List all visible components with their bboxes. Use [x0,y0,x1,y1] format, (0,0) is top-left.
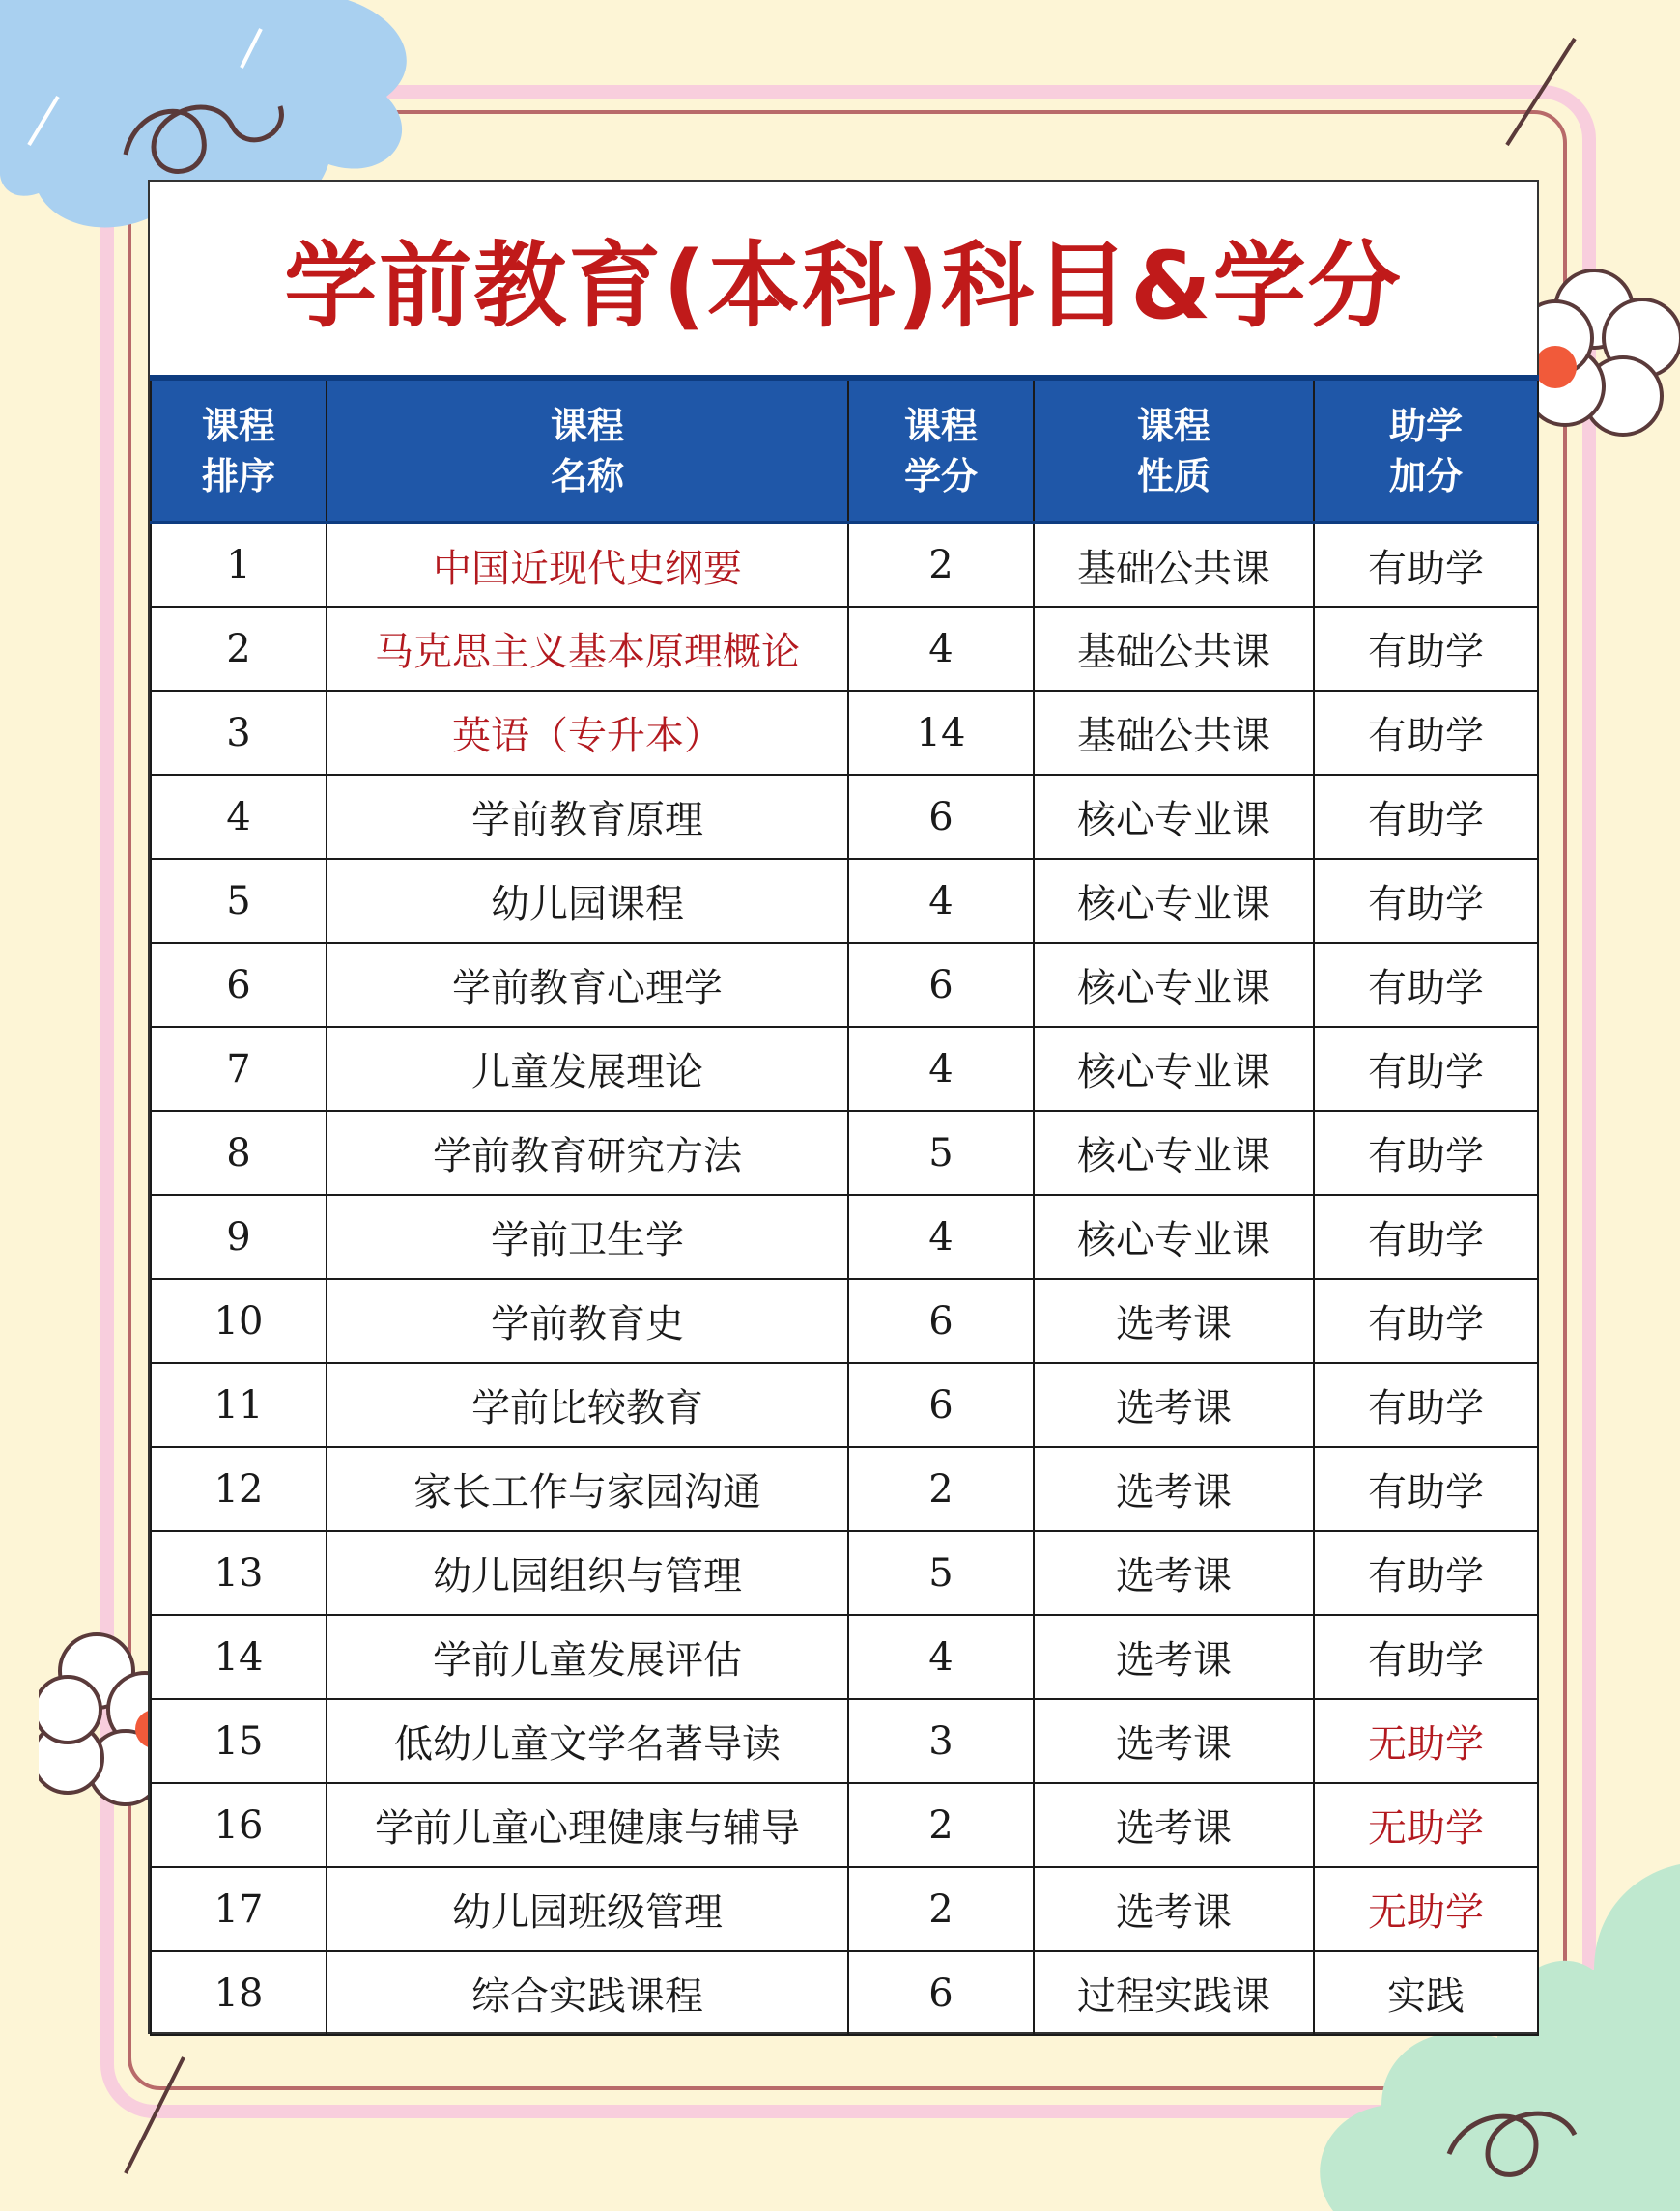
cell-credit: 6 [848,1363,1034,1447]
cell-course-name: 学前儿童心理健康与辅导 [327,1783,848,1867]
cell-course-type: 选考课 [1034,1867,1314,1951]
cell-order: 1 [151,523,327,607]
page-title: 学前教育(本科)科目&学分 [284,231,1403,340]
cell-credit: 2 [848,1783,1034,1867]
table-row [151,1363,1538,1447]
course-card [148,180,1539,2034]
cell-course-name: 马克思主义基本原理概论 [327,607,848,691]
cell-order: 14 [151,1615,327,1699]
cell-course-name: 中国近现代史纲要 [327,523,848,607]
table-row [151,1867,1538,1951]
cell-credit: 4 [848,1027,1034,1111]
cell-aid: 有助学 [1314,1363,1538,1447]
table-row [151,523,1538,607]
cell-credit: 2 [848,1867,1034,1951]
cell-aid: 有助学 [1314,775,1538,859]
cell-credit: 6 [848,1951,1034,2035]
cell-course-name: 幼儿园课程 [327,859,848,943]
cell-order: 18 [151,1951,327,2035]
cell-course-type: 核心专业课 [1034,775,1314,859]
cell-course-name: 英语（专升本） [327,691,848,775]
cell-credit: 6 [848,943,1034,1027]
cell-credit: 4 [848,607,1034,691]
cell-credit: 4 [848,859,1034,943]
cell-aid: 实践 [1314,1951,1538,2035]
header-course-order: 课程 排序 [151,378,327,523]
cell-course-name: 幼儿园组织与管理 [327,1531,848,1615]
table-row [151,1615,1538,1699]
cell-order: 13 [151,1531,327,1615]
table-row [151,1195,1538,1279]
scribble-line-top-right [1488,29,1584,155]
cell-credit: 2 [848,1447,1034,1531]
cell-course-type: 选考课 [1034,1699,1314,1783]
table-row [151,1699,1538,1783]
cell-aid: 有助学 [1314,1447,1538,1531]
table-row [151,1783,1538,1867]
table-row [151,1111,1538,1195]
cell-course-type: 选考课 [1034,1531,1314,1615]
cell-course-type: 过程实践课 [1034,1951,1314,2035]
cell-aid: 有助学 [1314,607,1538,691]
cell-credit: 5 [848,1531,1034,1615]
header-aid-bonus: 助学 加分 [1314,378,1538,523]
cell-aid: 有助学 [1314,1531,1538,1615]
cell-order: 8 [151,1111,327,1195]
header-course-credit: 课程 学分 [848,378,1034,523]
cell-order: 12 [151,1447,327,1531]
flower-decoration-right [1517,261,1680,454]
cell-aid: 有助学 [1314,1279,1538,1363]
cell-course-type: 选考课 [1034,1783,1314,1867]
cell-aid: 有助学 [1314,691,1538,775]
cell-credit: 6 [848,1279,1034,1363]
cell-credit: 6 [848,775,1034,859]
cell-course-name: 综合实践课程 [327,1951,848,2035]
cell-aid: 有助学 [1314,523,1538,607]
cell-course-name: 家长工作与家园沟通 [327,1447,848,1531]
table-row [151,1279,1538,1363]
cell-course-type: 选考课 [1034,1279,1314,1363]
cell-aid: 有助学 [1314,1195,1538,1279]
cell-order: 2 [151,607,327,691]
cell-course-name: 学前教育史 [327,1279,848,1363]
cell-course-name: 学前教育研究方法 [327,1111,848,1195]
cell-course-type: 选考课 [1034,1447,1314,1531]
table-row [151,1531,1538,1615]
cell-aid: 有助学 [1314,859,1538,943]
cell-order: 9 [151,1195,327,1279]
cell-credit: 3 [848,1699,1034,1783]
table-row [151,1951,1538,2035]
cell-course-name: 学前比较教育 [327,1363,848,1447]
cell-course-name: 儿童发展理论 [327,1027,848,1111]
cell-order: 5 [151,859,327,943]
table-body [151,523,1538,2035]
cell-course-type: 核心专业课 [1034,859,1314,943]
cell-course-type: 选考课 [1034,1363,1314,1447]
cell-course-name: 学前教育心理学 [327,943,848,1027]
cell-course-name: 学前教育原理 [327,775,848,859]
cell-course-type: 基础公共课 [1034,691,1314,775]
cell-order: 3 [151,691,327,775]
table-row [151,775,1538,859]
cell-course-type: 核心专业课 [1034,943,1314,1027]
cell-order: 17 [151,1867,327,1951]
table-row [151,1447,1538,1531]
cell-course-name: 幼儿园班级管理 [327,1867,848,1951]
cell-aid: 有助学 [1314,943,1538,1027]
cell-order: 7 [151,1027,327,1111]
course-table [150,375,1539,2036]
cell-course-type: 核心专业课 [1034,1195,1314,1279]
cell-course-type: 选考课 [1034,1615,1314,1699]
cell-course-type: 核心专业课 [1034,1111,1314,1195]
cell-course-name: 低幼儿童文学名著导读 [327,1699,848,1783]
table-row [151,691,1538,775]
cell-credit: 5 [848,1111,1034,1195]
cell-aid: 无助学 [1314,1867,1538,1951]
cell-course-name: 学前儿童发展评估 [327,1615,848,1699]
cell-course-type: 基础公共课 [1034,607,1314,691]
table-row [151,1027,1538,1111]
cell-order: 10 [151,1279,327,1363]
cell-order: 4 [151,775,327,859]
header-course-name: 课程 名称 [327,378,848,523]
cell-order: 16 [151,1783,327,1867]
cell-aid: 无助学 [1314,1783,1538,1867]
cell-order: 15 [151,1699,327,1783]
cell-aid: 无助学 [1314,1699,1538,1783]
scribble-line-bottom-left [116,2048,193,2183]
cell-order: 11 [151,1363,327,1447]
cell-course-type: 核心专业课 [1034,1027,1314,1111]
cell-aid: 有助学 [1314,1615,1538,1699]
table-row [151,859,1538,943]
cell-course-type: 基础公共课 [1034,523,1314,607]
cell-order: 6 [151,943,327,1027]
cell-credit: 4 [848,1195,1034,1279]
cell-credit: 4 [848,1615,1034,1699]
cell-credit: 2 [848,523,1034,607]
cell-credit: 14 [848,691,1034,775]
header-course-type: 课程 性质 [1034,378,1314,523]
cell-course-name: 学前卫生学 [327,1195,848,1279]
cell-aid: 有助学 [1314,1027,1538,1111]
table-row [151,607,1538,691]
cell-aid: 有助学 [1314,1111,1538,1195]
table-row [151,943,1538,1027]
table-header-row [151,378,1538,523]
